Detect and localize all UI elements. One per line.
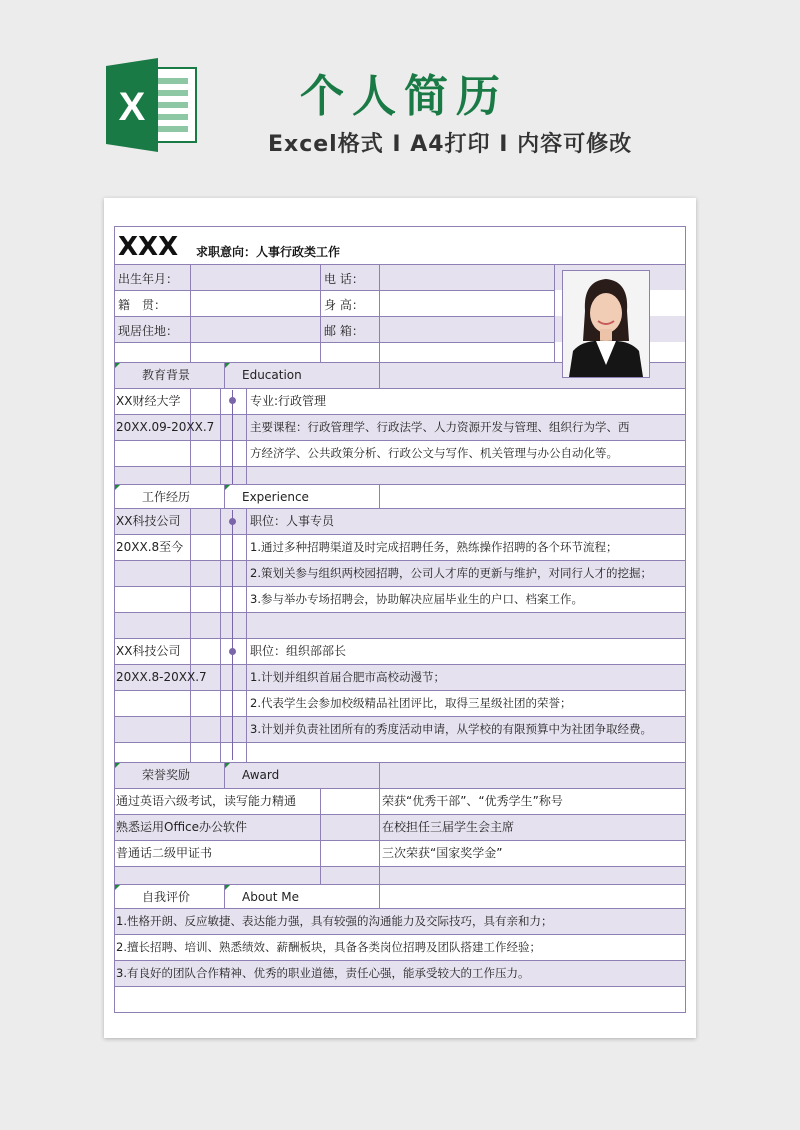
job-duty: 1.通过多种招聘渠道及时完成招聘任务，熟练操作招聘的各个环节流程； [250, 540, 618, 554]
job-company: XX科技公司 [116, 644, 181, 658]
hometown-label: 籍 贯： [118, 298, 167, 312]
education-title-cn: 教育背景 [142, 368, 191, 382]
resume-sheet [104, 198, 696, 1038]
timeline-dot [229, 397, 236, 404]
education-school: XX财经大学 [116, 394, 181, 408]
award-left: 通过英语六级考试，读写能力精通 [116, 794, 297, 808]
job-duty: 3.计划并负责社团所有的秀度活动申请，从学校的有限预算中为社团争取经费。 [250, 722, 652, 736]
self-eval-item: 3.有良好的团队合作精神、优秀的职业道德，责任心强，能承受较大的工作压力。 [116, 966, 530, 980]
award-right: 三次荣获“国家奖学金” [382, 846, 503, 860]
svg-text:X: X [118, 85, 146, 129]
address-label: 现居住地： [118, 324, 179, 338]
job-duty: 1.计划并组织首届合肥市高校动漫节； [250, 670, 445, 684]
self-eval-item: 1.性格开朗、反应敏捷、表达能力强，具有较强的沟通能力及交际技巧，具有亲和力； [116, 914, 553, 928]
job-position: 职位：人事专员 [250, 514, 335, 528]
self-eval-item: 2.擅长招聘、培训、熟悉绩效、薪酬板块，具备各类岗位招聘及团队搭建工作经验； [116, 940, 541, 954]
job-company: XX科技公司 [116, 514, 181, 528]
job-duty: 2.代表学生会参加校级精品社团评比，取得三星级社团的荣誉； [250, 696, 572, 710]
candidate-name: XXX [118, 232, 179, 262]
work-title-en: Experience [242, 490, 309, 504]
self-eval-title-cn: 自我评价 [142, 890, 191, 904]
excel-logo-icon [104, 58, 200, 152]
height-label: 身 高： [324, 298, 364, 312]
education-courses: 主要课程：行政管理学、行政法学、人力资源开发与管理、组织行为学、西 [250, 420, 630, 434]
page-subtitle: Excel格式 I A4打印 I 内容可修改 [268, 132, 633, 157]
timeline-dot [229, 518, 236, 525]
awards-title-cn: 荣誉奖励 [142, 768, 191, 782]
job-period: 20XX.8-20XX.7 [116, 670, 207, 684]
award-right: 在校担任三届学生会主席 [382, 820, 515, 834]
education-period: 20XX.09-20XX.7 [116, 420, 215, 434]
education-courses: 方经济学、公共政策分析、行政公文与写作、机关管理与办公自动化等。 [250, 446, 618, 460]
job-intent: 求职意向：人事行政类工作 [196, 245, 341, 259]
award-left: 普通话二级甲证书 [116, 846, 213, 860]
phone-label: 电 话： [324, 272, 364, 286]
work-title-cn: 工作经历 [142, 490, 191, 504]
self-eval-title-en: About Me [242, 890, 300, 904]
page-title: 个人简历 [300, 71, 508, 122]
timeline-dot [229, 648, 236, 655]
job-duty: 3.参与举办专场招聘会，协助解决应届毕业生的户口、档案工作。 [250, 592, 583, 606]
job-position: 职位：组织部部长 [250, 644, 347, 658]
job-duty: 2.策划关参与组织两校园招聘，公司人才库的更新与维护，对同行人才的挖掘； [250, 566, 652, 580]
profile-photo [562, 270, 650, 378]
email-label: 邮 箱： [324, 324, 364, 338]
award-left: 熟悉运用Office办公软件 [116, 820, 248, 834]
job-period: 20XX.8至今 [116, 540, 184, 554]
award-right: 荣获“优秀干部”、“优秀学生”称号 [382, 794, 563, 808]
birth-label: 出生年月： [118, 272, 179, 286]
education-title-en: Education [242, 368, 302, 382]
awards-title-en: Award [242, 768, 280, 782]
education-major: 专业:行政管理 [250, 394, 327, 408]
